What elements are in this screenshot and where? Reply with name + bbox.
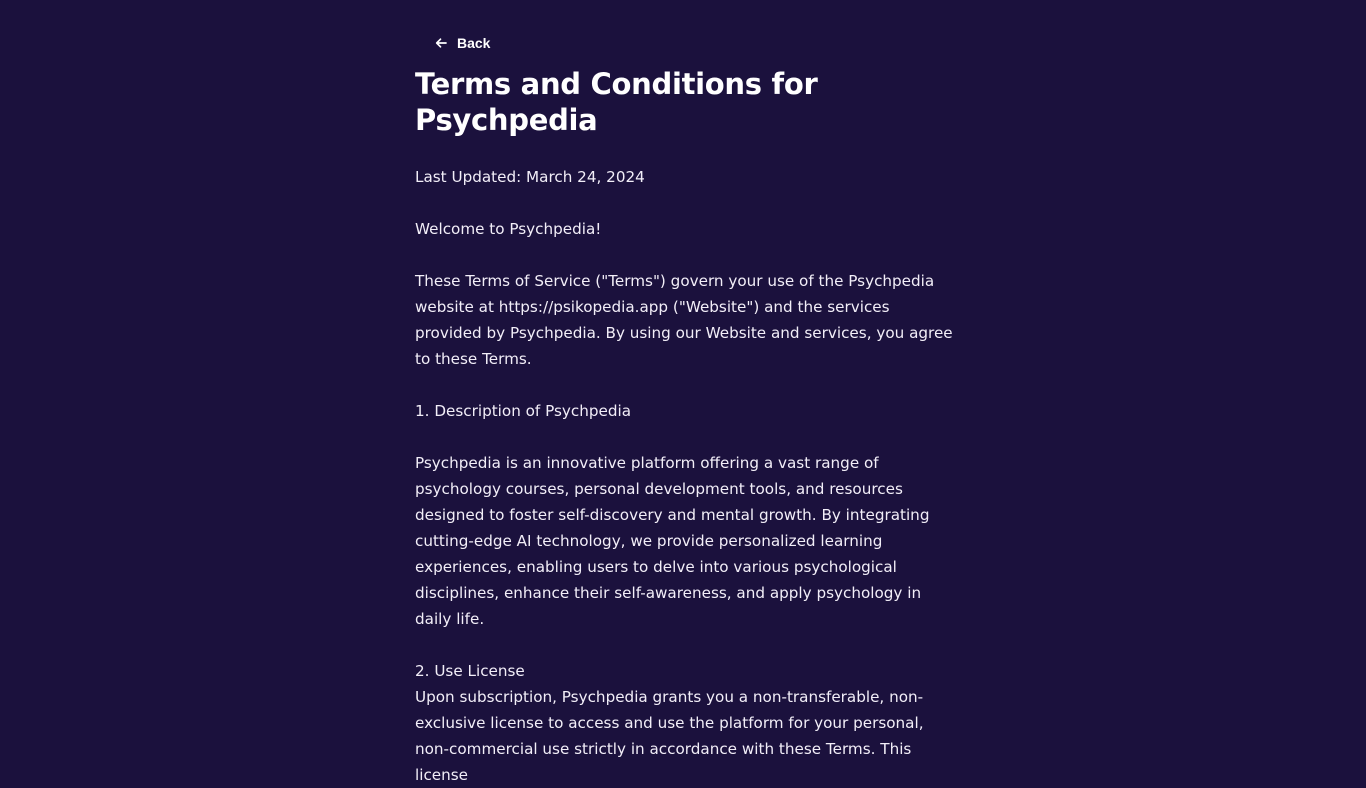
welcome-text: Welcome to Psychpedia! (415, 220, 602, 238)
page-title: Terms and Conditions for Psychpedia (415, 67, 818, 137)
back-label: Back (457, 35, 491, 51)
section-1-heading: 1. Description of Psychpedia (415, 402, 632, 420)
section-2-body: Upon subscription, Psychpedia grants you a non-transferable, non-exclusive license to access and use the platform for your personal, non-commercial use strictly in accordance with these Terms. This license (415, 688, 924, 784)
back-button[interactable] (435, 33, 490, 53)
section-1-body: Psychpedia is an innovative platform offering a vast range of psychology courses, personal development tools, and resources designed to foster self-discovery and mental growth. By integrating cutting-edge AI technology, we provide personalized learning experiences, enabling users to delve into various psychological disciplines, enhance their self-awareness, and apply psychology in daily life. (415, 454, 930, 628)
last-updated: Last Updated: March 24, 2024 (415, 168, 645, 186)
intro-paragraph: These Terms of Service ("Terms") govern your use of the Psychpedia website at https://psikopedia.app ("Website") and the services provided by Psychpedia. By using our Website and services, you agree to these Terms. (415, 272, 953, 368)
arrow-left-icon (435, 37, 447, 49)
section-2-heading: 2. Use License (415, 662, 525, 680)
terms-content (415, 164, 955, 788)
